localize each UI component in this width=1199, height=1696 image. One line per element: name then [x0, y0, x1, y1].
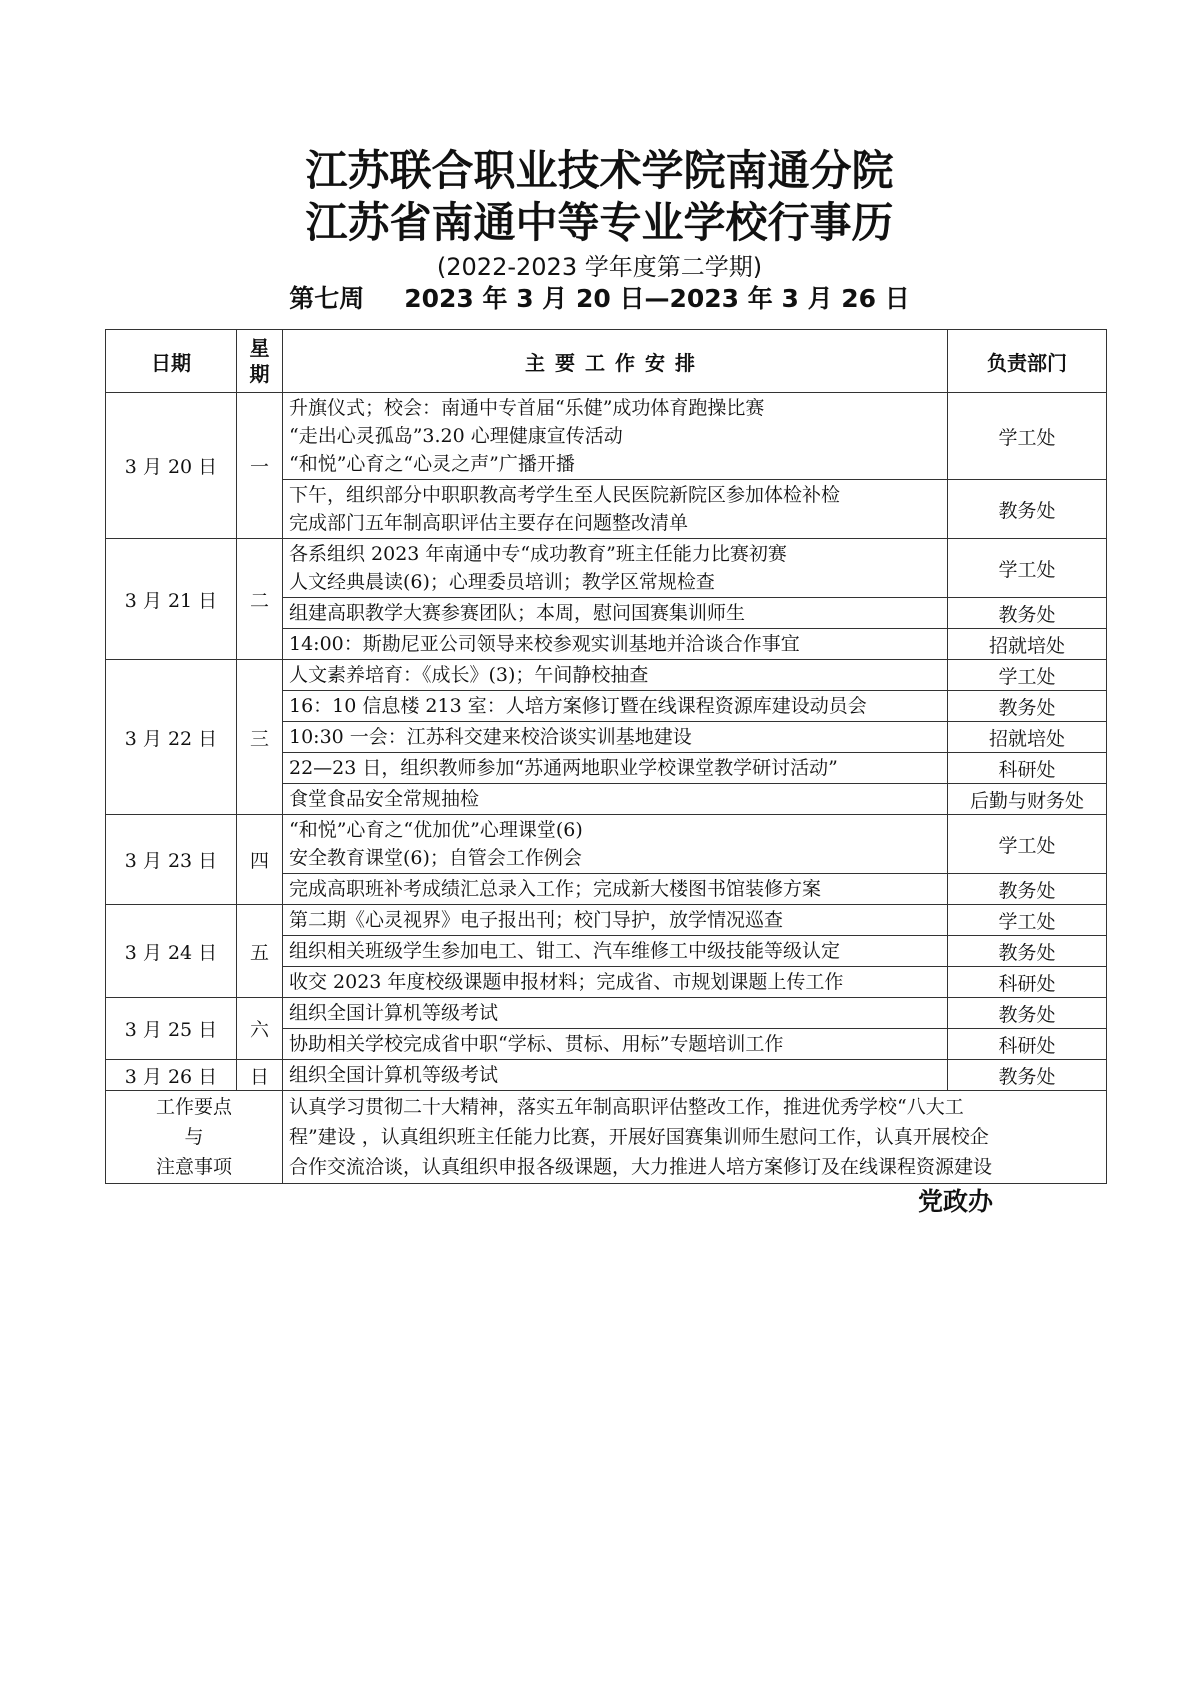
table-row — [106, 393, 1107, 480]
work-line: 14:00：斯勘尼亚公司领导来校参观实训基地并洽谈合作事宜 — [289, 633, 800, 655]
header-date: 日期 — [106, 330, 237, 393]
header-dept: 负责部门 — [948, 330, 1107, 393]
work-line: 收交 2023 年度校级课题申报材料；完成省、市规划课题上传工作 — [289, 971, 844, 993]
work-item — [283, 967, 948, 998]
work-item — [283, 936, 948, 967]
dept-cell: 学工处 — [948, 905, 1107, 936]
table-row — [106, 539, 1107, 598]
work-item — [283, 539, 948, 598]
work-line: 完成部门五年制高职评估主要存在问题整改清单 — [289, 512, 689, 534]
table-row — [106, 905, 1107, 936]
work-item — [283, 1060, 948, 1091]
work-line: 组织全国计算机等级考试 — [289, 1002, 499, 1024]
work-line: 协助相关学校完成省中职“学标、贯标、用标”专题培训工作 — [289, 1033, 784, 1055]
dept-cell: 教务处 — [948, 480, 1107, 539]
weekday-cell: 六 — [237, 998, 283, 1060]
dept-cell: 学工处 — [948, 815, 1107, 874]
work-line: 第二期《心灵视界》电子报出刊；校门导护，放学情况巡查 — [289, 909, 784, 931]
work-line: 安全教育课堂(6)；自管会工作例会 — [289, 847, 582, 869]
work-line: 食堂食品安全常规抽检 — [289, 788, 480, 810]
work-line: 16：10 信息楼 213 室：人培方案修订暨在线课程资源库建设动员会 — [289, 695, 867, 717]
dept-cell: 教务处 — [948, 691, 1107, 722]
work-line: 各系组织 2023 年南通中专“成功教育”班主任能力比赛初赛 — [289, 543, 787, 565]
notes-text-line: 认真学习贯彻二十大精神，落实五年制高职评估整改工作，推进优秀学校“八大工 — [289, 1096, 964, 1118]
notes-label-line: 工作要点 — [155, 1096, 232, 1118]
notes-text-line: 程”建设 ，认真组织班主任能力比赛，开展好国赛集训师生慰问工作，认真开展校企 — [289, 1126, 989, 1148]
date-cell: 3 月 26 日 — [106, 1060, 237, 1091]
dept-cell: 教务处 — [948, 1060, 1107, 1091]
work-line: 10:30 一会：江苏科交建来校洽谈实训基地建设 — [289, 726, 692, 748]
work-item — [283, 905, 948, 936]
dept-cell: 后勤与财务处 — [948, 784, 1107, 815]
work-item — [283, 998, 948, 1029]
date-range: 2023 年 3 月 20 日—2023 年 3 月 26 日 — [404, 284, 910, 313]
notes-label — [106, 1091, 283, 1184]
dept-cell: 学工处 — [948, 660, 1107, 691]
work-line: 22—23 日，组织教师参加“苏通两地职业学校课堂教学研讨活动” — [289, 757, 838, 779]
weekday-cell: 五 — [237, 905, 283, 998]
work-item — [283, 1029, 948, 1060]
work-item — [283, 784, 948, 815]
date-cell: 3 月 21 日 — [106, 539, 237, 660]
week-line — [0, 282, 1199, 316]
subtitle: (2022-2023 学年度第二学期) — [436, 253, 763, 281]
weekday-cell: 三 — [237, 660, 283, 815]
dept-cell: 招就培处 — [948, 722, 1107, 753]
date-cell: 3 月 20 日 — [106, 393, 237, 539]
date-cell: 3 月 24 日 — [106, 905, 237, 998]
work-item — [283, 660, 948, 691]
weekday-cell: 日 — [237, 1060, 283, 1091]
work-item — [283, 722, 948, 753]
work-line: 组建高职教学大赛参赛团队；本周，慰问国赛集训师生 — [289, 602, 746, 624]
work-item — [283, 753, 948, 784]
work-line: 下午，组织部分中职职教高考学生至人民医院新院区参加体检补检 — [289, 484, 841, 506]
header-weekday: 星 期 — [237, 330, 283, 393]
dept-cell: 学工处 — [948, 393, 1107, 480]
title-line-2: 江苏省南通中等专业学校行事历 — [305, 198, 894, 247]
work-item — [283, 480, 948, 539]
notes-text-line: 合作交流洽谈，认真组织申报各级课题，大力推进人培方案修订及在线课程资源建设 — [289, 1156, 993, 1178]
dept-cell: 科研处 — [948, 753, 1107, 784]
table-row — [106, 660, 1107, 691]
work-line: “和悦”心育之“心灵之声”广播开播 — [289, 453, 575, 475]
dept-cell: 科研处 — [948, 967, 1107, 998]
weekday-cell: 四 — [237, 815, 283, 905]
work-line: 人文素养培育：《成长》(3)；午间静校抽查 — [289, 664, 649, 686]
table-row — [106, 815, 1107, 874]
work-line: 升旗仪式；校会：南通中专首届“乐健”成功体育跑操比赛 — [289, 397, 765, 419]
work-line: 人文经典晨读(6)；心理委员培训；教学区常规检查 — [289, 571, 715, 593]
schedule-table — [105, 329, 1107, 1184]
work-line: “和悦”心育之“优加优”心理课堂(6) — [289, 819, 583, 841]
notes-label-line: 与 — [184, 1126, 204, 1148]
work-item — [283, 629, 948, 660]
header-row — [106, 330, 1107, 393]
weekday-cell: 二 — [237, 539, 283, 660]
work-item — [283, 393, 948, 480]
dept-cell: 教务处 — [948, 998, 1107, 1029]
dept-cell: 教务处 — [948, 598, 1107, 629]
dept-cell: 教务处 — [948, 936, 1107, 967]
signature: 党政办 — [918, 1187, 994, 1216]
work-line: 组织全国计算机等级考试 — [289, 1064, 499, 1086]
week-label: 第七周 — [289, 284, 365, 313]
header-work: 主要工作安排 — [283, 330, 948, 393]
date-cell: 3 月 22 日 — [106, 660, 237, 815]
work-item — [283, 874, 948, 905]
dept-cell: 学工处 — [948, 539, 1107, 598]
title-line-1: 江苏联合职业技术学院南通分院 — [305, 146, 894, 195]
date-cell: 3 月 25 日 — [106, 998, 237, 1060]
work-line: 组织相关班级学生参加电工、钳工、汽车维修工中级技能等级认定 — [289, 940, 841, 962]
notes-row — [106, 1091, 1107, 1184]
work-item — [283, 691, 948, 722]
dept-cell: 科研处 — [948, 1029, 1107, 1060]
work-item — [283, 598, 948, 629]
table-row — [106, 1060, 1107, 1091]
work-line: “走出心灵孤岛”3.20 心理健康宣传活动 — [289, 425, 623, 447]
notes-label-line: 注意事项 — [155, 1156, 232, 1178]
notes-text — [283, 1091, 1107, 1184]
weekday-cell: 一 — [237, 393, 283, 539]
dept-cell: 招就培处 — [948, 629, 1107, 660]
date-cell: 3 月 23 日 — [106, 815, 237, 905]
work-line: 完成高职班补考成绩汇总录入工作；完成新大楼图书馆装修方案 — [289, 878, 822, 900]
table-row — [106, 998, 1107, 1029]
work-item — [283, 815, 948, 874]
dept-cell: 教务处 — [948, 874, 1107, 905]
